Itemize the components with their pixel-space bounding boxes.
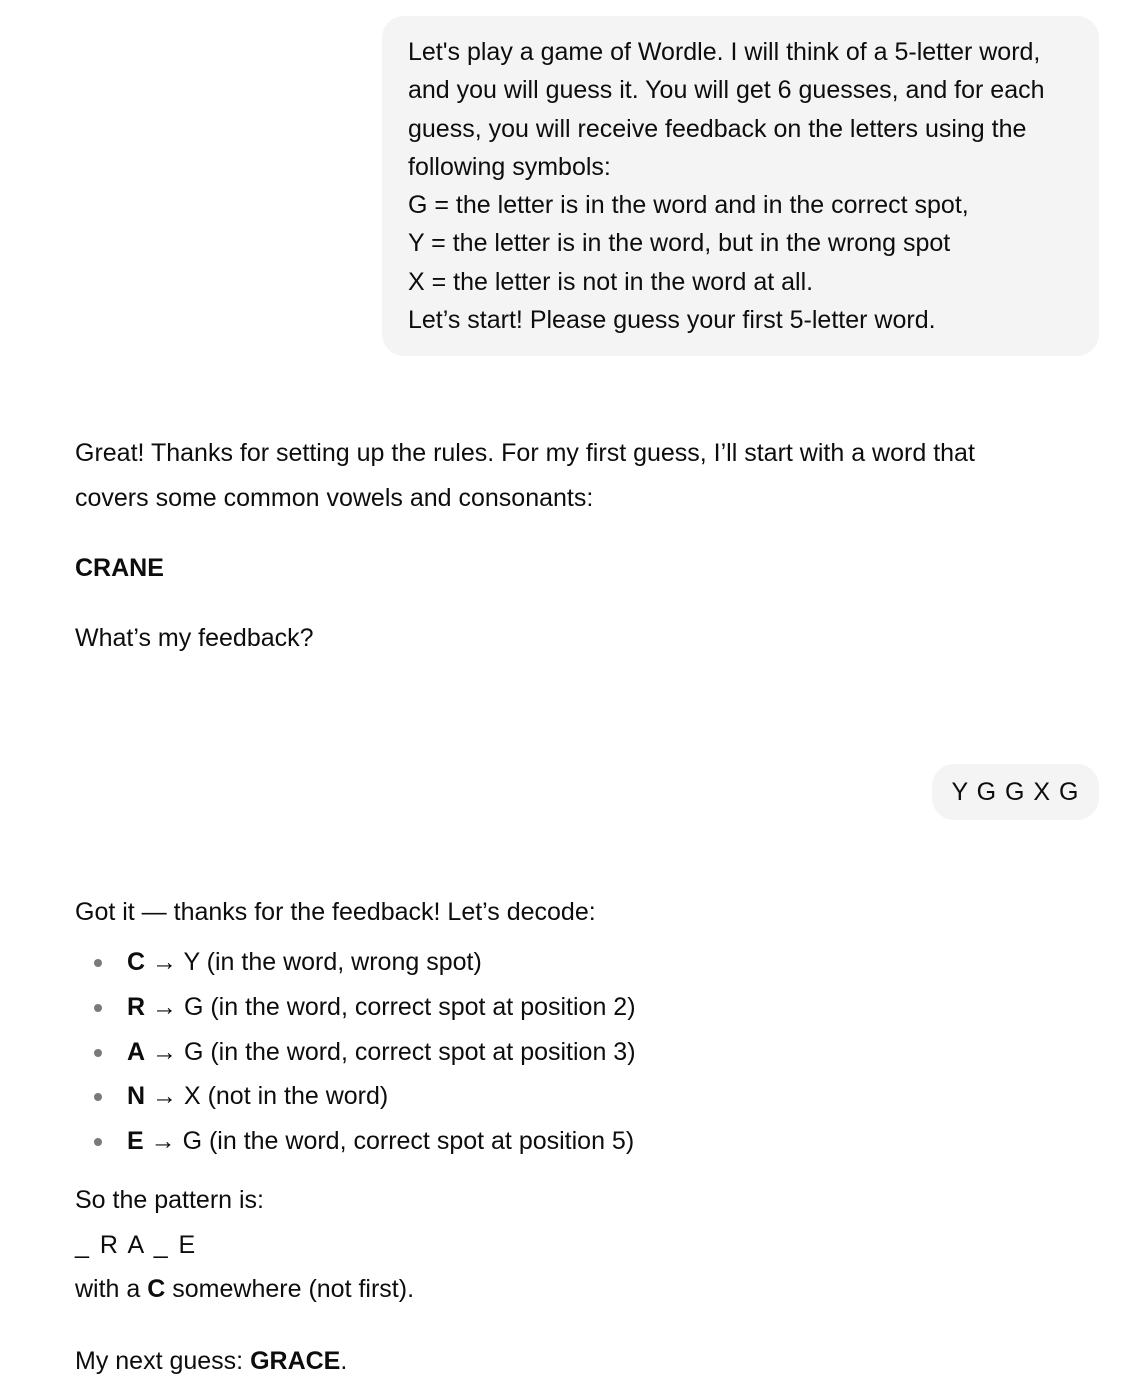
list-item	[75, 1074, 636, 1119]
letter-explanation: → X (not in the word)	[145, 1082, 389, 1111]
bullet-dot-icon	[94, 1093, 102, 1101]
letter-label: E	[127, 1127, 144, 1156]
letter-label: N	[127, 1082, 146, 1111]
list-item	[75, 1119, 636, 1164]
user-message-bubble	[382, 16, 1099, 356]
user-feedback-bubble	[932, 764, 1099, 820]
bullet-dot-icon	[94, 1004, 102, 1012]
user-message-line: and you will guess it. You will get 6 guesses, and for each	[408, 76, 1045, 105]
user-message-line: following symbols:	[408, 152, 611, 181]
constraint-prefix: with a	[75, 1275, 148, 1303]
next-guess-line	[75, 1343, 347, 1379]
letter-explanation: → G (in the word, correct spot at position 5)	[143, 1127, 635, 1156]
user-message-line: X = the letter is not in the word at all.	[408, 267, 814, 296]
letter-label: A	[127, 1037, 146, 1066]
next-guess-word: GRACE	[250, 1347, 341, 1375]
next-guess-suffix: .	[340, 1347, 348, 1375]
user-message-line: Y = the letter is in the word, but in the wrong spot	[408, 229, 951, 258]
bullet-dot-icon	[94, 1138, 102, 1146]
assistant-guess-word: CRANE	[75, 554, 164, 582]
user-message-line: guess, you will receive feedback on the letters using the	[408, 114, 1027, 143]
bullet-dot-icon	[94, 959, 102, 967]
constraint-letter: C	[147, 1275, 166, 1303]
list-item	[75, 940, 636, 985]
assistant-text-line: Great! Thanks for setting up the rules. For my first guess, I’ll start with a word that	[75, 439, 975, 467]
pattern-constraint	[75, 1271, 414, 1307]
user-feedback-text: Y G G X G	[951, 778, 1080, 806]
letter-explanation: → Y (in the word, wrong spot)	[145, 948, 482, 976]
feedback-decode-list	[75, 940, 636, 1164]
assistant-feedback-question: What’s my feedback?	[75, 624, 314, 652]
user-message-line: Let's play a game of Wordle. I will think of a 5-letter word,	[408, 38, 1041, 66]
assistant-decode-intro: Got it — thanks for the feedback! Let’s decode:	[75, 898, 596, 926]
next-guess-prefix: My next guess:	[75, 1347, 251, 1375]
letter-explanation: → G (in the word, correct spot at position 3)	[145, 1037, 636, 1066]
user-message-line: Let’s start! Please guess your first 5-letter word.	[408, 306, 936, 335]
letter-label: R	[127, 992, 146, 1021]
bullet-dot-icon	[94, 1049, 102, 1057]
letter-label: C	[127, 948, 146, 976]
pattern-text: _ R A _ E	[75, 1231, 198, 1259]
list-item	[75, 985, 636, 1030]
user-message-line: G = the letter is in the word and in the correct spot,	[408, 191, 969, 220]
letter-explanation: → G (in the word, correct spot at position 2)	[145, 992, 636, 1021]
list-item	[75, 1030, 636, 1075]
assistant-message-intro	[75, 431, 975, 521]
pattern-intro: So the pattern is:	[75, 1186, 265, 1214]
assistant-text-line: covers some common vowels and consonants:	[75, 484, 594, 512]
constraint-suffix: somewhere (not first).	[165, 1275, 415, 1303]
